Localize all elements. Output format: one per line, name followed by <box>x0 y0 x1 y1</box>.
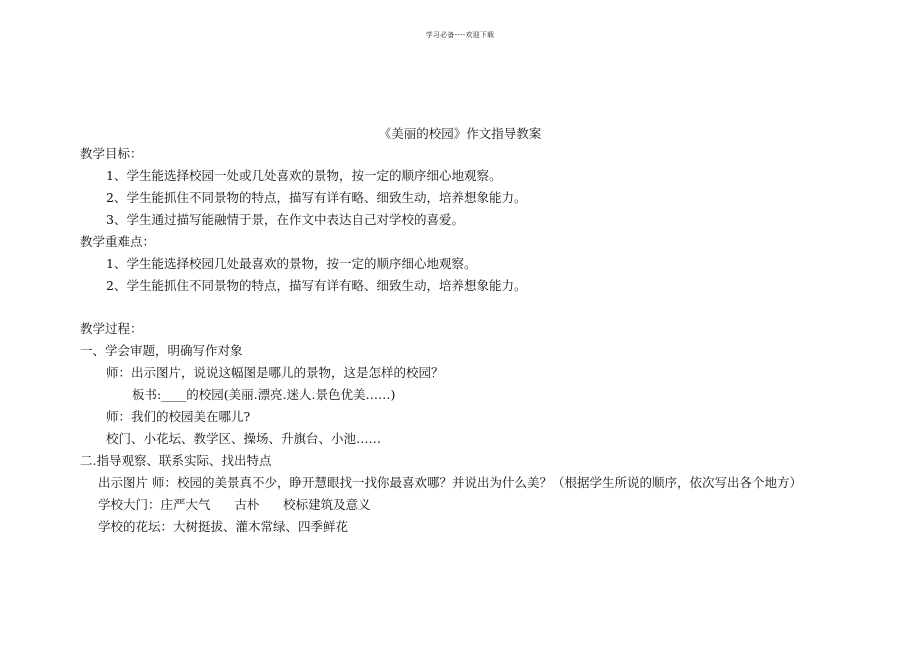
objective-item-3: 3、学生通过描写能融情于景，在作文中表达自己对学校的喜爱。 <box>106 212 464 227</box>
section1-heading: 一、学会审题，明确写作对象 <box>80 343 243 358</box>
objective-item-2: 2、学生能抓住不同景物的特点，描写有详有略、细致生动，培养想象能力。 <box>106 190 527 205</box>
difficulty-item-1: 1、学生能选择校园几处最喜欢的景物，按一定的顺序细心地观察。 <box>106 256 477 271</box>
difficulty-item-2: 2、学生能抓住不同景物的特点，描写有详有略、细致生动，培养想象能力。 <box>106 278 527 293</box>
section2-line-3: 学校的花坛：大树挺拔、灌木常绿、四季鲜花 <box>98 519 349 534</box>
difficulties-heading: 教学重难点： <box>80 234 156 249</box>
process-heading: 教学过程： <box>80 321 143 336</box>
page-header: 学习必备----欢迎下载 <box>425 31 495 39</box>
section2-heading: 二.指导观察、联系实际、找出特点 <box>80 453 272 468</box>
section1-line-2: 板书:____的校园(美丽.漂亮.迷人.景色优美……) <box>132 387 396 402</box>
document-title: 《美丽的校园》作文指导教案 <box>378 126 542 141</box>
section2-line-1: 出示图片 师：校园的美景真不少，睁开慧眼找一找你最喜欢哪？并说出为什么美？（根据学生所说的顺序，依次写出各个地方） <box>98 475 802 490</box>
section1-line-4: 校门、小花坛、教学区、操场、升旗台、小池…… <box>106 431 382 446</box>
section2-line-2: 学校大门：庄严大气 古朴 校标建筑及意义 <box>98 497 371 512</box>
section1-line-3: 师：我们的校园美在哪儿? <box>106 409 251 424</box>
objective-item-1: 1、学生能选择校园一处或几处喜欢的景物，按一定的顺序细心地观察。 <box>106 168 502 183</box>
objectives-heading: 教学目标： <box>80 146 143 161</box>
section1-line-1: 师：出示图片，说说这幅图是哪儿的景物，这是怎样的校园？ <box>106 365 444 380</box>
